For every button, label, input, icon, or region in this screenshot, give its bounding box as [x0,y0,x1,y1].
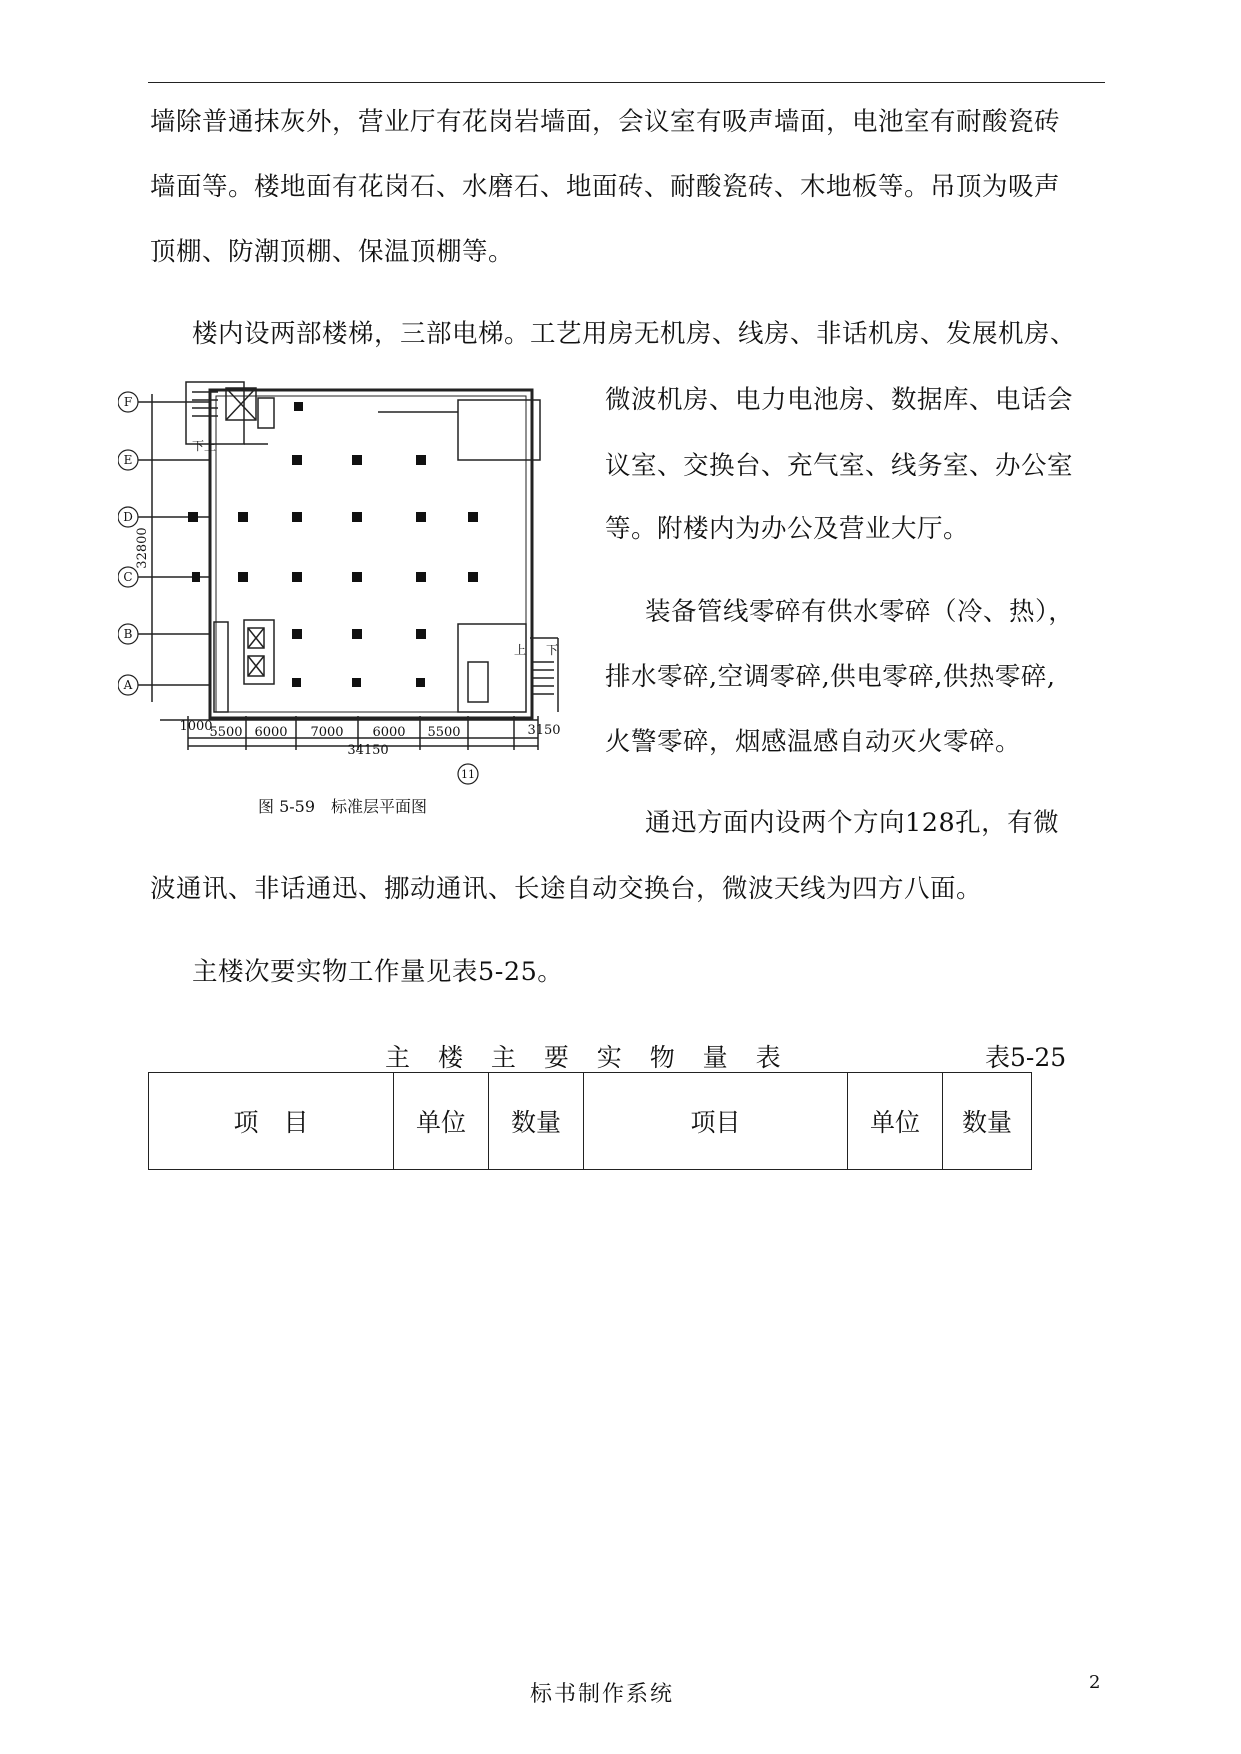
paragraph-line: 主楼次要实物工作量见表5-25。 [192,957,564,987]
paragraph-line: 楼内设两部楼梯，三部电梯。工艺用房无机房、线房、非话机房、发展机房、 [192,319,1077,349]
paragraph-line: 火警零碎，烟感温感自动灭火零碎。 [605,727,1022,757]
axis-label-a: A [123,678,133,692]
stair-label: 下 [545,643,559,657]
floor-plan-figure [118,372,578,812]
paragraph-line: 排水零碎,空调零碎,供电零碎,供热零碎, [605,662,1056,692]
header-unit: 单位 [394,1073,489,1170]
bay-dimension: 6000 [372,725,406,740]
axis-label-d: D [123,510,133,524]
axis-label-e: E [123,453,133,467]
bay-dimension: 5500 [427,725,461,740]
paragraph-line: 通迅方面内设两个方向128孔，有微 [645,808,1060,838]
paragraph-line: 波通讯、非话通迅、挪动通讯、长途自动交换台，微波天线为四方八面。 [150,874,983,904]
stair-label: 下上 [191,439,217,453]
table-header-row [149,1073,1032,1170]
axis-label-f: F [123,395,133,409]
table-number: 表5-25 [985,1043,1067,1072]
figure-caption: 图 5-59 标准层平面图 [258,797,428,816]
paragraph-line: 墙除普通抹灰外，营业厅有花岗岩墙面，会议室有吸声墙面，电池室有耐酸瓷砖 [150,107,1061,137]
quantity-table [148,1072,1032,1170]
paragraph-line: 装备管线零碎有供水零碎（冷、热）， [645,597,1075,627]
table-title: 主 楼 主 要 实 物 量 表 [385,1043,791,1072]
header-rule [148,82,1105,83]
header-quantity: 数量 [489,1073,584,1170]
header-unit: 单位 [848,1073,943,1170]
bay-dimension: 3150 [527,723,561,738]
header-quantity: 数量 [943,1073,1032,1170]
axis-label-end: 11 [461,768,475,781]
header-item: 项 目 [149,1073,394,1170]
height-dimension: 32800 [135,527,150,569]
bay-dimension: 7000 [310,725,344,740]
paragraph-line: 顶棚、防潮顶棚、保温顶棚等。 [150,237,515,267]
footer-text: 标书制作系统 [530,1682,675,1707]
axis-label-b: B [123,627,133,641]
page-number: 2 [1089,1672,1101,1693]
header-item: 项目 [584,1073,848,1170]
offset-dimension: 1000 [179,719,213,734]
paragraph-line: 微波机房、电力电池房、数据库、电话会 [605,385,1074,415]
axis-label-c: C [123,570,133,584]
total-width-dimension: 34150 [347,743,389,758]
bay-dimension: 5500 [209,725,243,740]
bay-dimension: 6000 [254,725,288,740]
paragraph-line: 墙面等。楼地面有花岗石、水磨石、地面砖、耐酸瓷砖、木地板等。吊顶为吸声 [150,172,1061,202]
paragraph-line: 议室、交换台、充气室、线务室、办公室 [605,451,1074,481]
stair-label: 上 [513,643,527,657]
paragraph-line: 等。附楼内为办公及营业大厅。 [605,514,970,544]
